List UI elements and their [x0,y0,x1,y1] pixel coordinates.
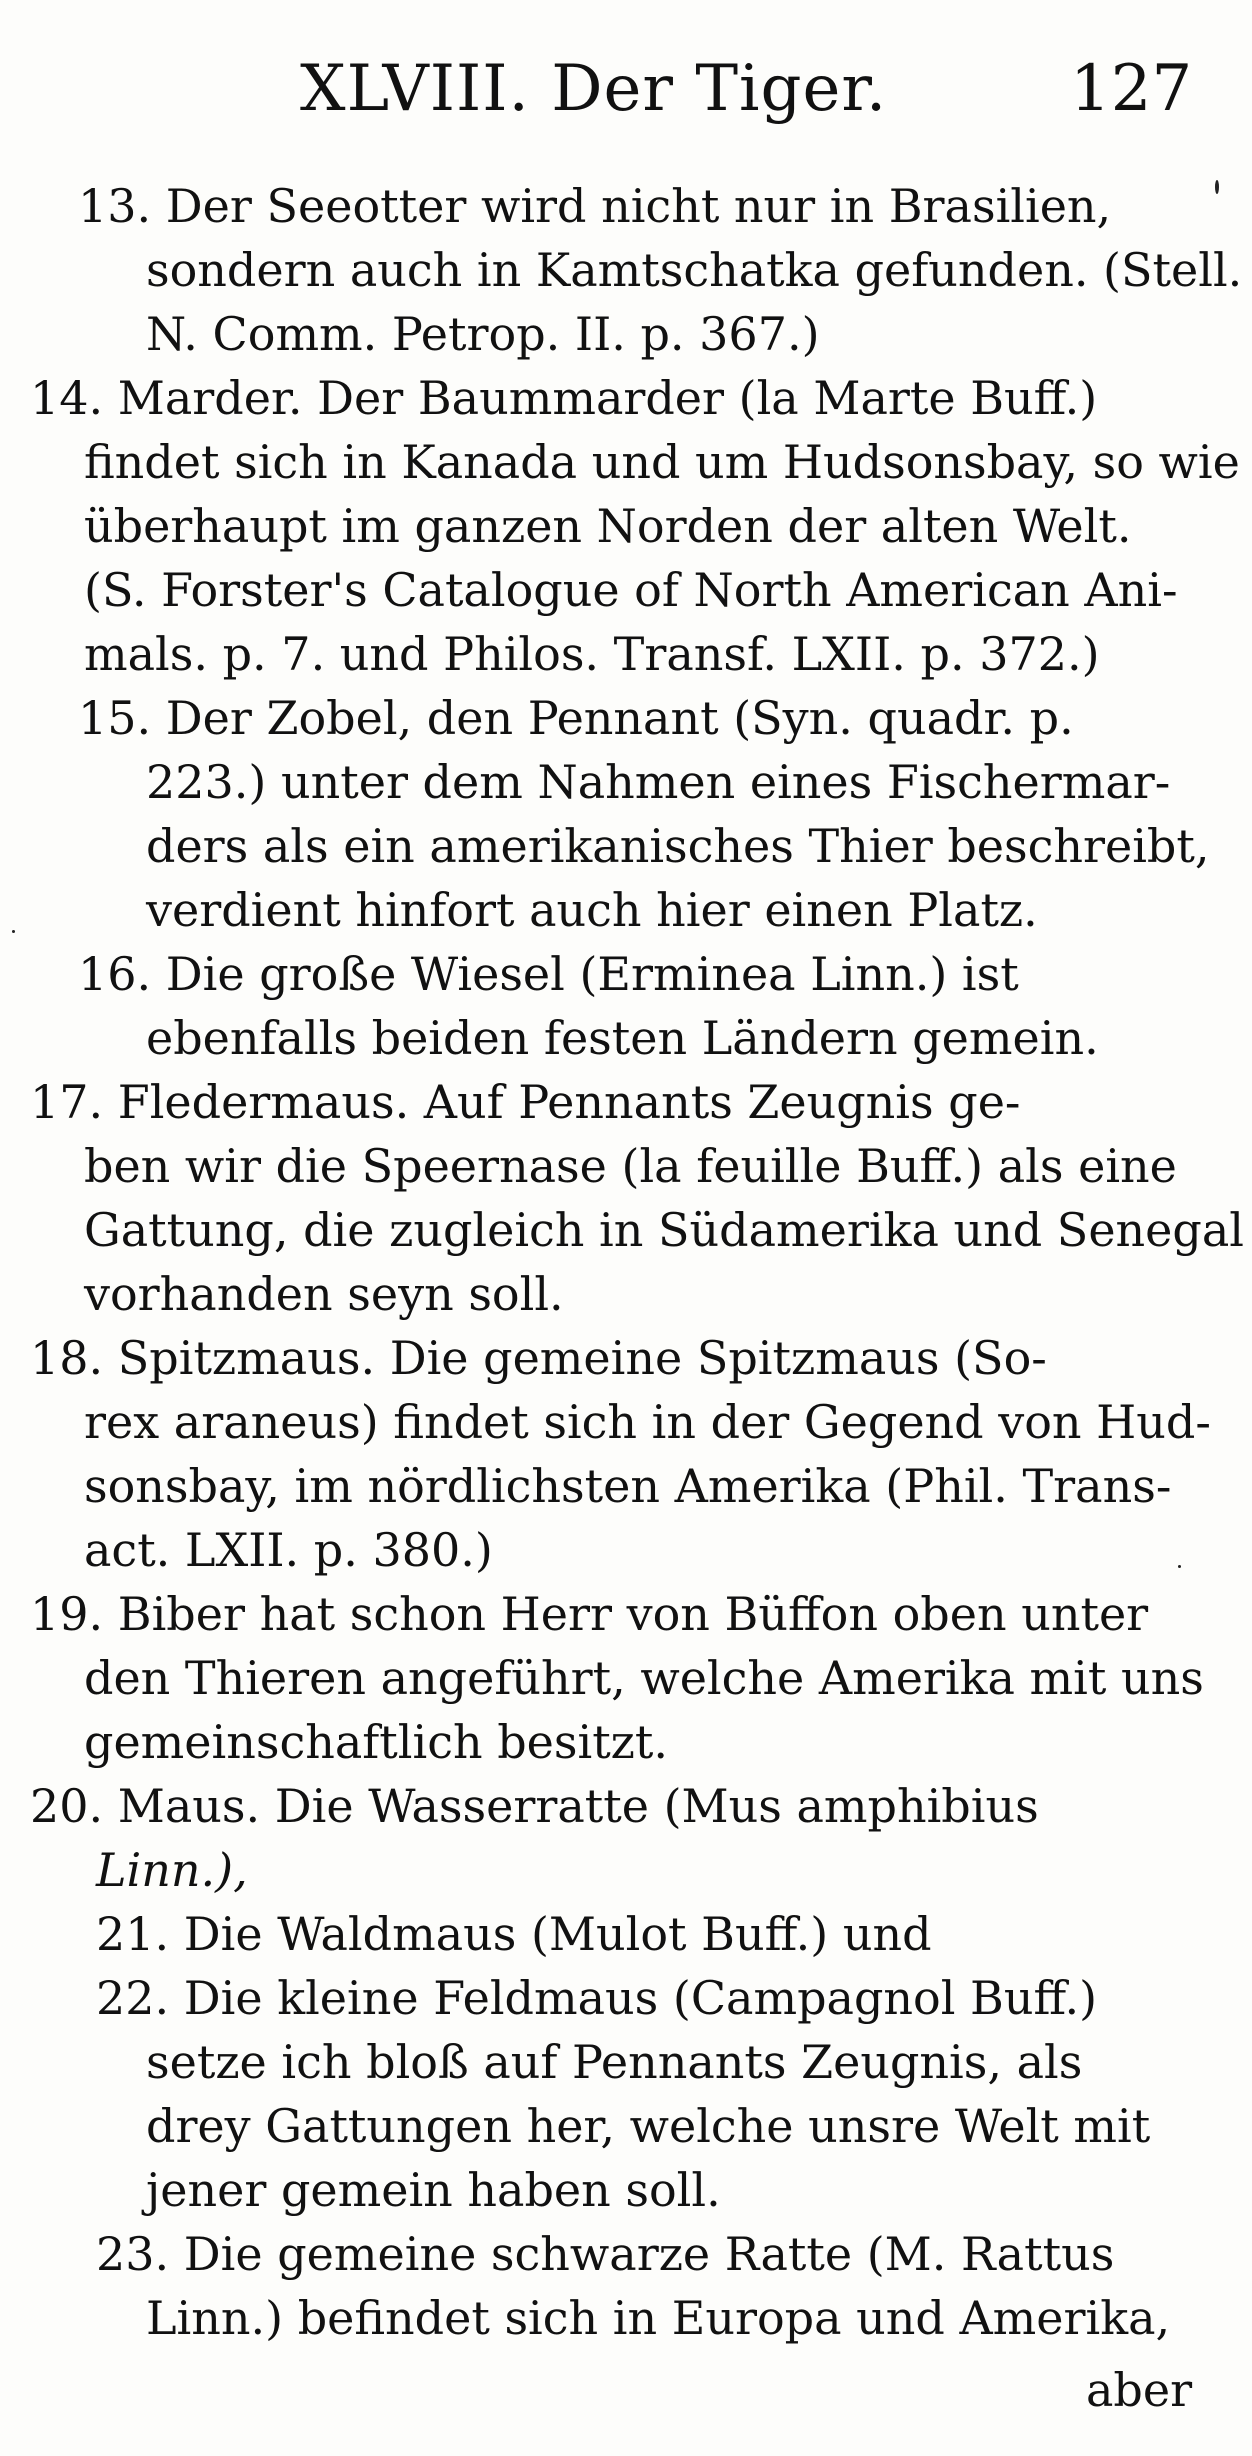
text-line: vorhanden seyn soll. [84,1267,564,1321]
text-line: verdient hinfort auch hier einen Platz. [146,883,1038,937]
text-line: act. LXII. p. 380.) [84,1523,493,1577]
entry-23 [0,2222,1252,2350]
entry-20 [0,1774,1252,1902]
text-line: 19. Biber hat schon Herr von Büffon oben unter [30,1587,1149,1641]
text-line: Linn.), [96,1843,248,1897]
entry-22 [0,1966,1252,2222]
entry-16 [0,942,1252,1070]
text-line: 23. Die gemeine schwarze Ratte (M. Rattus [96,2227,1115,2281]
page-body [0,174,1252,2350]
text-line: N. Comm. Petrop. II. p. 367.) [146,307,820,361]
entry-18 [0,1326,1252,1582]
text-line: den Thieren angeführt, welche Amerika mit uns [84,1651,1204,1705]
text-line: Gattung, die zugleich in Südamerika und Senegal [84,1203,1244,1257]
text-line: ders als ein amerikanisches Thier beschreibt, [146,819,1210,873]
catchword: aber [1086,2363,1193,2417]
scan-speck [1215,180,1219,194]
text-line: drey Gattungen her, welche unsre Welt mit [146,2099,1151,2153]
text-line: 20. Maus. Die Wasserratte (Mus amphibius [30,1779,1039,1833]
text-line: findet sich in Kanada und um Hudsonsbay, so wie [84,435,1240,489]
chapter-title: XLVIII. Der Tiger. [300,52,888,126]
text-line: 16. Die große Wiesel (Erminea Linn.) ist [78,947,1019,1001]
text-line: mals. p. 7. und Philos. Transf. LXII. p. 372.) [84,627,1100,681]
text-line: 14. Marder. Der Baummarder (la Marte Buff.) [30,371,1098,425]
text-line: ben wir die Speernase (la feuille Buff.) als eine [84,1139,1177,1193]
scan-speck [12,930,15,933]
text-line: setze ich bloß auf Pennants Zeugnis, als [146,2035,1083,2089]
entry-14 [0,366,1252,686]
text-line: überhaupt im ganzen Norden der alten Welt. [84,499,1132,553]
text-line: 15. Der Zobel, den Pennant (Syn. quadr. p. [78,691,1074,745]
entry-13 [0,174,1252,366]
text-line: jener gemein haben soll. [146,2163,721,2217]
text-line: 21. Die Waldmaus (Mulot Buff.) und [96,1907,932,1961]
entry-15 [0,686,1252,942]
text-line: 22. Die kleine Feldmaus (Campagnol Buff.) [96,1971,1098,2025]
entry-19 [0,1582,1252,1774]
entry-17 [0,1070,1252,1326]
text-line: 17. Fledermaus. Auf Pennants Zeugnis ge- [30,1075,1021,1129]
text-line: Linn.) befindet sich in Europa und Amerika, [146,2291,1171,2345]
page-number: 127 [1070,52,1193,126]
text-line: 18. Spitzmaus. Die gemeine Spitzmaus (So- [30,1331,1047,1385]
scan-speck [1178,1565,1181,1568]
text-line: gemeinschaftlich besitzt. [84,1715,669,1769]
text-line: ebenfalls beiden festen Ländern gemein. [146,1011,1099,1065]
entry-21 [0,1902,1252,1966]
text-line: sonsbay, im nördlichsten Amerika (Phil. Trans- [84,1459,1172,1513]
running-header [0,44,1252,134]
text-line: 13. Der Seeotter wird nicht nur in Brasilien, [78,179,1112,233]
text-line: 223.) unter dem Nahmen eines Fischermar- [146,755,1171,809]
text-line: (S. Forster's Catalogue of North American Ani- [84,563,1178,617]
text-line: sondern auch in Kamtschatka gefunden. (Stell. [146,243,1243,297]
text-line: rex araneus) findet sich in der Gegend von Hud- [84,1395,1211,1449]
